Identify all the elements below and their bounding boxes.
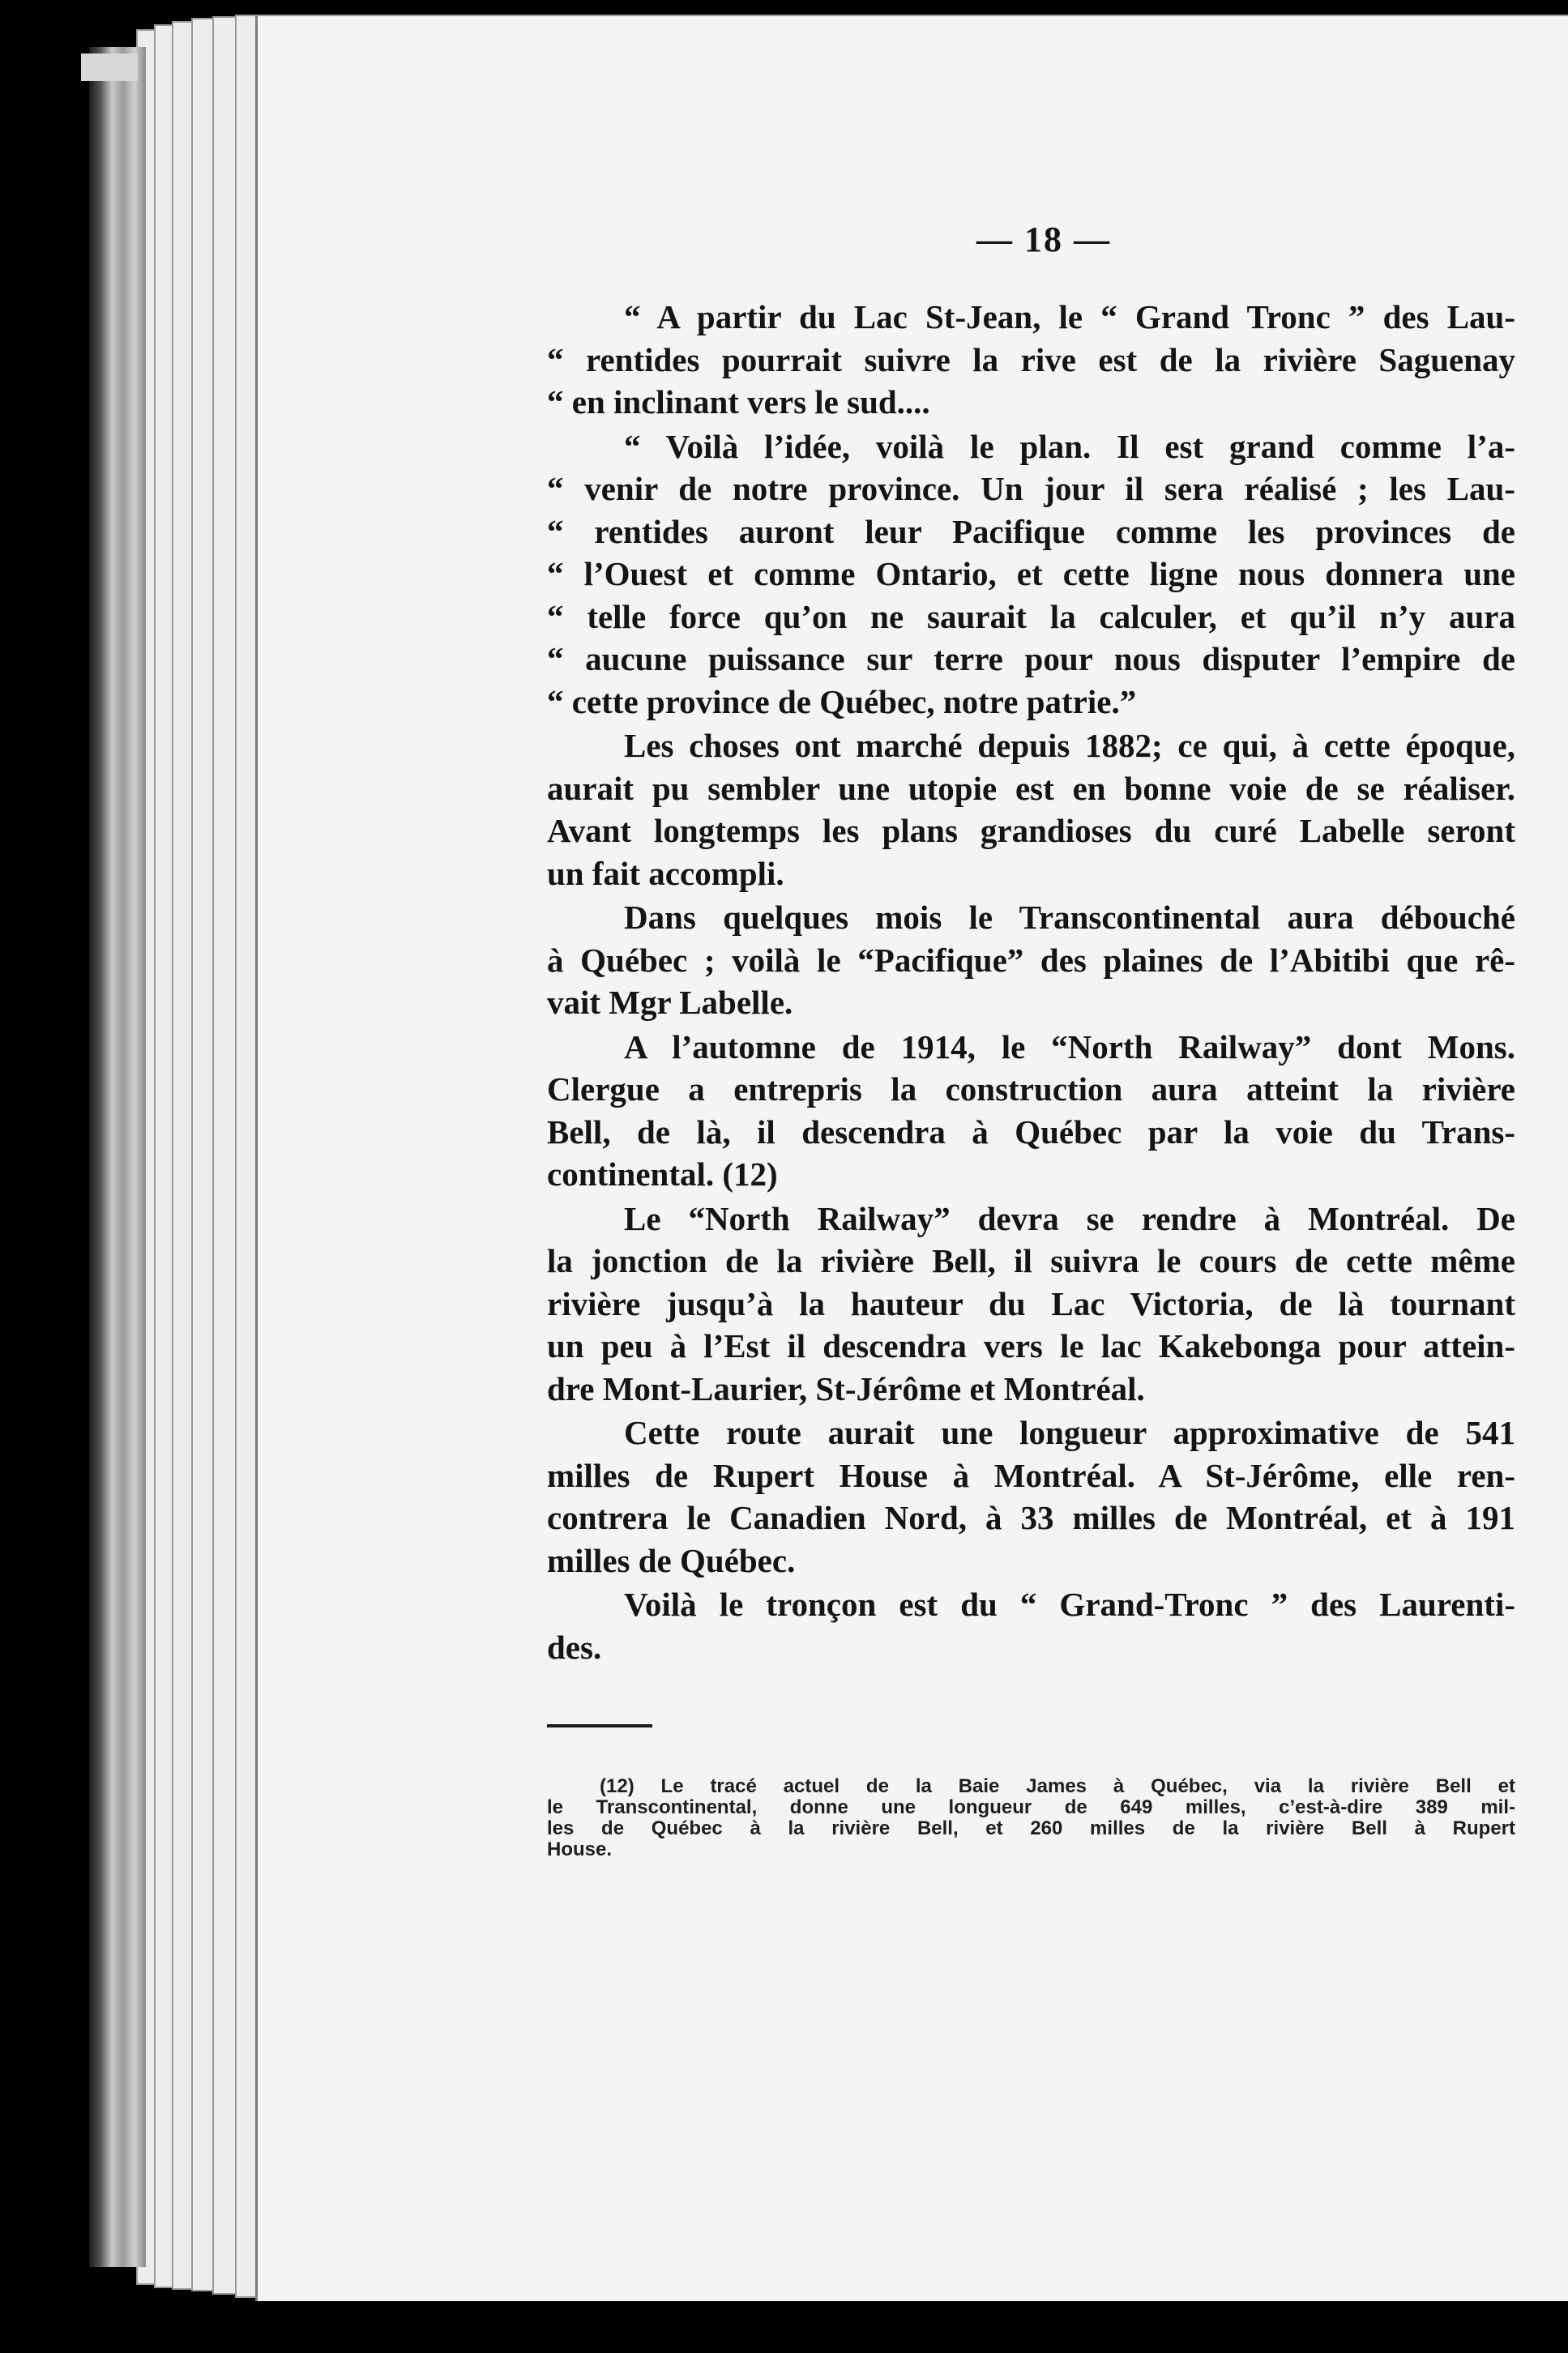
text-line: milles de Québec. bbox=[547, 1541, 796, 1579]
text-line: à Québec ; voilà le “Pacifique” des plaines de l’Abitibi que rê- bbox=[547, 941, 1515, 979]
footnote-line: le Transcontinental, donne une longueur de 649 milles, c’est-à-dire 389 mil- bbox=[547, 1796, 1515, 1818]
text-line: rivière jusqu’à la hauteur du Lac Victoria, de là tournant bbox=[547, 1284, 1515, 1322]
paragraph bbox=[547, 425, 1515, 724]
text-line: un peu à l’Est il descendra vers le lac Kakebonga pour attein- bbox=[547, 1327, 1515, 1364]
text-line: Cette route aurait une longueur approximative de 541 bbox=[624, 1414, 1515, 1451]
page-number: — 18 — bbox=[976, 220, 1111, 259]
text-line: Dans quelques mois le Transcontinental aura débouché bbox=[624, 899, 1515, 936]
paragraph bbox=[547, 896, 1515, 1024]
text-line: un fait accompli. bbox=[547, 854, 784, 892]
text-line: Clergue a entrepris la construction aura atteint la rivière bbox=[547, 1070, 1515, 1108]
text-line: “ l’Ouest et comme Ontario, et cette ligne nous donnera une bbox=[547, 555, 1515, 592]
text-line: “ aucune puissance sur terre pour nous disputer l’empire de bbox=[547, 640, 1515, 677]
text-line: “ rentides auront leur Pacifique comme les provinces de bbox=[547, 512, 1515, 550]
text-line: Le “North Railway” devra se rendre à Montréal. De bbox=[624, 1199, 1515, 1237]
text-line: Voilà le tronçon est du “ Grand-Tronc ” des Laurenti- bbox=[624, 1586, 1515, 1623]
text-line: “ en inclinant vers le sud.... bbox=[547, 383, 930, 421]
footnote bbox=[547, 1776, 1515, 1860]
text-line: la jonction de la rivière Bell, il suivra le cours de cette même bbox=[547, 1242, 1515, 1279]
text-line: vait Mgr Labelle. bbox=[547, 984, 793, 1021]
text-line: dre Mont-Laurier, St-Jérôme et Montréal. bbox=[547, 1369, 1145, 1407]
text-line: des. bbox=[547, 1628, 602, 1666]
text-line: “ telle force qu’on ne saurait la calculer, et qu’il n’y aura bbox=[547, 597, 1515, 635]
text-line: milles de Rupert House à Montréal. A St-Jérôme, elle ren- bbox=[547, 1456, 1515, 1494]
footnote-line: les de Québec à la rivière Bell, et 260 milles de la rivière Bell à Rupert bbox=[547, 1817, 1515, 1839]
text-line: Avant longtemps les plans grandioses du curé Labelle seront bbox=[547, 812, 1515, 849]
binding-tab bbox=[81, 53, 138, 81]
text-line: “ venir de notre province. Un jour il sera réalisé ; les Lau- bbox=[547, 470, 1515, 507]
paragraph bbox=[547, 1411, 1515, 1582]
paragraph bbox=[547, 1026, 1515, 1196]
text-line: “ Voilà l’idée, voilà le plan. Il est grand comme l’a- bbox=[624, 427, 1515, 465]
text-line: Les choses ont marché depuis 1882; ce qui, à cette époque, bbox=[624, 727, 1515, 764]
text-line: “ rentides pourrait suivre la rive est de la rivière Saguenay bbox=[547, 340, 1515, 378]
paragraph bbox=[547, 1198, 1515, 1411]
text-line: “ A partir du Lac St-Jean, le “ Grand Tronc ” des Lau- bbox=[624, 298, 1515, 335]
text-line: “ cette province de Québec, notre patrie.” bbox=[547, 682, 1137, 720]
footnote-line: House. bbox=[547, 1838, 613, 1860]
text-line: A l’automne de 1914, le “North Railway” dont Mons. bbox=[624, 1027, 1515, 1065]
text-line: contrera le Canadien Nord, à 33 milles de Montréal, et à 191 bbox=[547, 1499, 1515, 1536]
paragraph bbox=[547, 1583, 1515, 1668]
paragraph bbox=[547, 724, 1515, 895]
footnote-separator bbox=[547, 1724, 652, 1727]
paragraph bbox=[547, 296, 1515, 424]
book-binding bbox=[89, 47, 146, 2267]
text-line: continental. (12) bbox=[547, 1155, 778, 1193]
text-line: Bell, de là, il descendra à Québec par la voie du Trans- bbox=[547, 1112, 1515, 1151]
text-line: aurait pu sembler une utopie est en bonne voie de se réaliser. bbox=[547, 769, 1515, 807]
footnote-line: (12) Le tracé actuel de la Baie James à Québec, via la rivière Bell et bbox=[600, 1775, 1515, 1797]
body-text bbox=[547, 296, 1515, 1670]
